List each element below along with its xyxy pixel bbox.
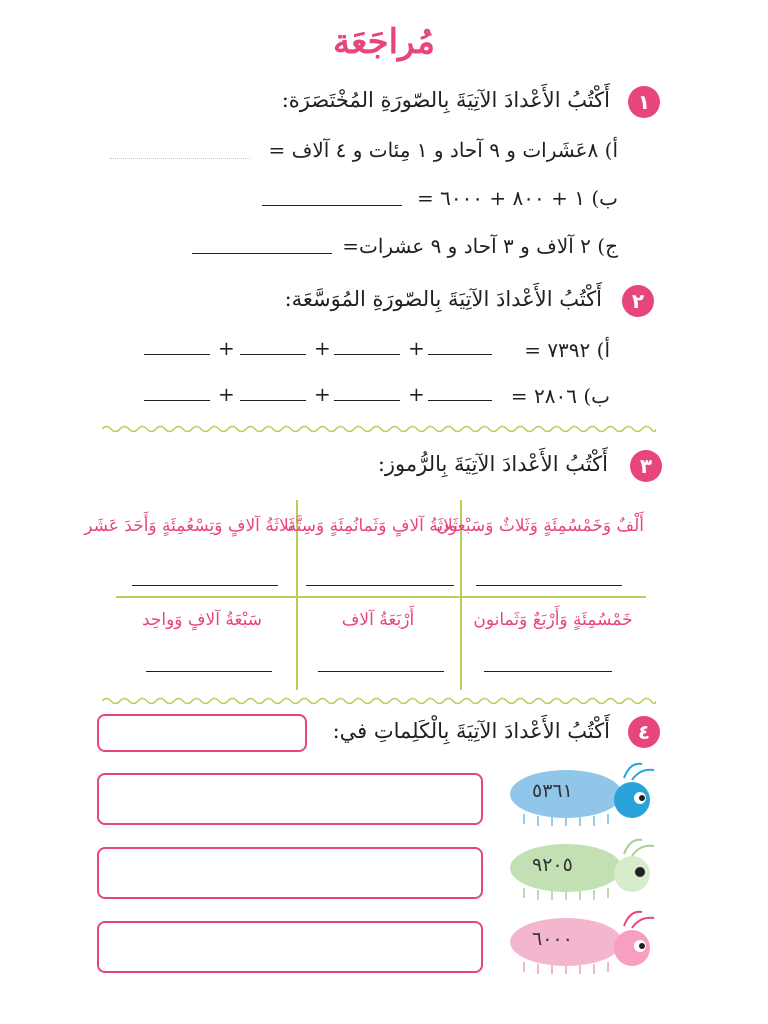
q2-expanded-form-b: + + + <box>144 386 494 406</box>
bug-number-3: ٦٠٠٠ <box>532 928 573 950</box>
q1-item-a: أ) ٨عَشَرات و ٩ آحاد و ١ مِئات و ٤ آلاف = <box>268 138 618 162</box>
grid-divider <box>116 596 646 598</box>
q2-b-blank-1[interactable] <box>144 400 210 401</box>
q2-a-blank-3[interactable] <box>334 354 400 355</box>
question-1-prompt: أَكْتُبُ الأَعْدادَ الآتِيَةَ بِالصّورَةِ المُخْتَصَرَة: <box>281 88 610 112</box>
q3-answer-1[interactable] <box>476 585 622 586</box>
q3-answer-2[interactable] <box>306 585 454 586</box>
question-3-prompt: أَكْتُبُ الأَعْدادَ الآتِيَةَ بِالرُّموز: <box>377 452 608 476</box>
q3-cell-4: خَمْسُمِئَةٍ وَأَرْبَعٌ وَثَمانون <box>473 610 633 630</box>
q3-answer-3[interactable] <box>132 585 278 586</box>
q1-answer-a[interactable] <box>110 158 250 159</box>
wavy-divider <box>102 424 656 434</box>
bug-number-1: ٥٣٦١ <box>532 780 573 802</box>
q2-b-blank-3[interactable] <box>334 400 400 401</box>
question-badge-4: ٤ <box>628 716 660 748</box>
question-4-prompt: أَكْتُبُ الأَعْدادَ الآتِيَةَ بِالْكَلِماتِ في: <box>332 719 610 743</box>
q4-inline-answer-box[interactable] <box>97 714 307 752</box>
q3-cell-3: ثَلاثَةُ آلافٍ وَتِسْعُمِئَةٍ وَأَحَدَ عَشَر <box>84 516 294 536</box>
q2-a-blank-4[interactable] <box>428 354 492 355</box>
bug-number-2: ٩٢٠٥ <box>532 854 573 876</box>
q3-answer-4[interactable] <box>484 671 612 672</box>
q2-item-a: أ) ٧٣٩٢ = <box>524 338 610 362</box>
q3-answer-6[interactable] <box>146 671 272 672</box>
q3-cell-2: ثَلاثَةُ آلافٍ وَثَمانُمِئَةٍ وَسِتَّة <box>287 516 458 536</box>
q1-item-c: ج) ٢ آلاف و ٣ آحاد و ٩ عشرات= <box>342 234 618 258</box>
q2-b-blank-2[interactable] <box>240 400 306 401</box>
q3-answer-5[interactable] <box>318 671 444 672</box>
q3-cell-1: أَلْفٌ وَخَمْسُمِئَةٍ وَثَلاثٌ وَسَبْعون <box>436 516 644 536</box>
bug-illustration-3 <box>508 906 658 978</box>
q4-answer-box-1[interactable] <box>97 773 483 825</box>
q2-a-blank-2[interactable] <box>240 354 306 355</box>
wavy-divider <box>102 696 656 706</box>
question-2-prompt: أَكْتُبُ الأَعْدادَ الآتِيَةَ بِالصّورَةِ المُوَسَّعَة: <box>284 287 602 311</box>
question-badge-2: ٢ <box>622 285 654 317</box>
bug-illustration-1 <box>508 758 658 830</box>
q2-item-b: ب) ٢٨٠٦ = <box>510 384 610 408</box>
q2-b-blank-4[interactable] <box>428 400 492 401</box>
q2-a-blank-1[interactable] <box>144 354 210 355</box>
question-badge-3: ٣ <box>630 450 662 482</box>
q2-expanded-form-a: + + + <box>144 340 494 360</box>
q4-answer-box-2[interactable] <box>97 847 483 899</box>
page-title: مُراجَعَة <box>332 22 436 62</box>
q4-answer-box-3[interactable] <box>97 921 483 973</box>
q1-answer-c[interactable] <box>192 253 332 254</box>
q3-cell-6: سَبْعَةُ آلافٍ وَواحِد <box>141 610 263 630</box>
bug-illustration-2 <box>508 832 658 904</box>
q3-cell-5: أَرْبَعَةُ آلاف <box>341 610 415 630</box>
q1-item-b: ب) ١ + ٨٠٠ + ٦٠٠٠ = <box>416 186 618 210</box>
question-badge-1: ١ <box>628 86 660 118</box>
q1-answer-b[interactable] <box>262 205 402 206</box>
